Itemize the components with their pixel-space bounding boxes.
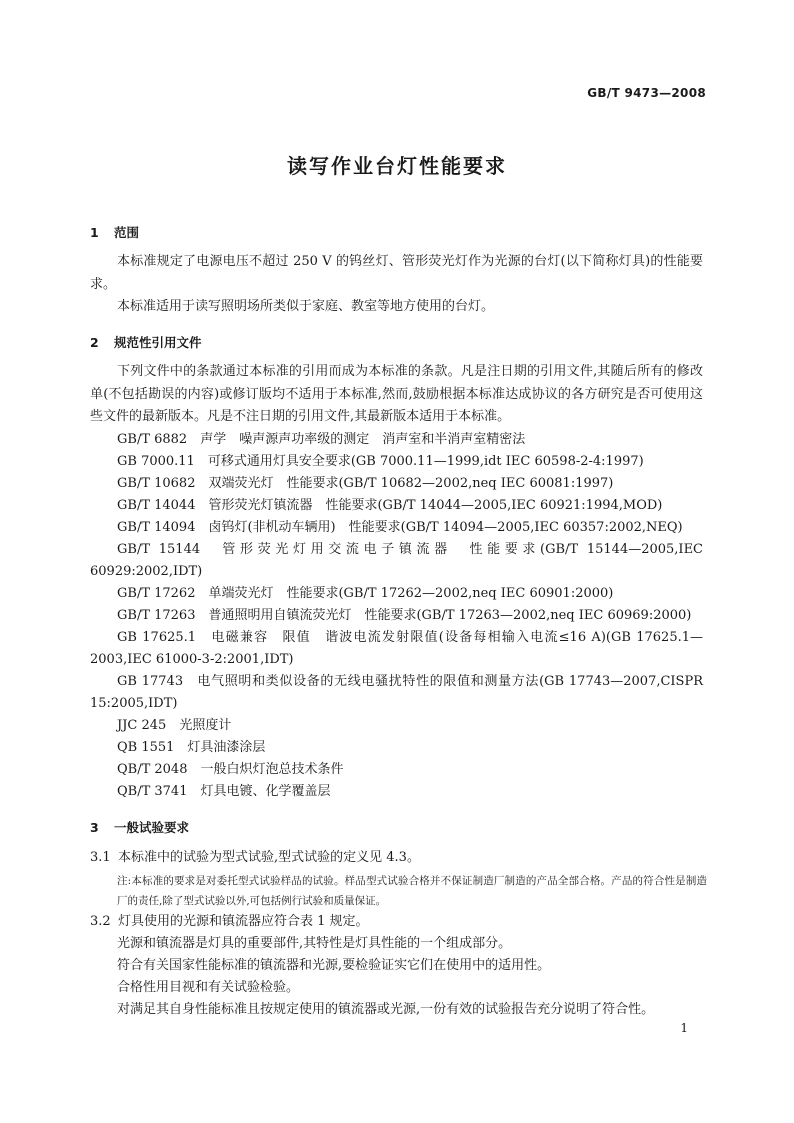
reference-item: GB/T 17262 单端荧光灯 性能要求(GB/T 17262—2002,neq IEC 60901:2000): [117, 586, 614, 601]
scope-paragraph-2: 本标准适用于读写照明场所类似于家庭、教室等地方使用的台灯。: [117, 299, 495, 314]
section-title: 范围: [114, 225, 140, 240]
reference-item: GB/T 14044 管形荧光灯镇流器 性能要求(GB/T 14044—2005,IEC 60921:1994,MOD): [117, 498, 663, 513]
clause-text: 灯具使用的光源和镇流器应符合表 1 规定。: [118, 914, 369, 929]
clause-text: 本标准中的试验为型式试验,型式试验的定义见 4.3。: [118, 850, 420, 865]
clause-line: 合格性用目视和有关试验检验。: [117, 980, 300, 995]
section-title: 规范性引用文件: [114, 335, 202, 350]
section-heading-scope: [90, 223, 139, 241]
clause-line: 对满足其自身性能标准且按规定使用的镇流器或光源,一份有效的试验报告充分说明了符合性。: [117, 1002, 655, 1017]
section-heading-general: [90, 818, 189, 836]
clause-number: 3.2: [90, 914, 111, 929]
clause-line: 光源和镇流器是灯具的重要部件,其特性是灯具性能的一个组成部分。: [117, 936, 512, 951]
clause-3-1: [90, 847, 703, 869]
clause-number: 3.1: [90, 850, 111, 865]
clause-note: 注:本标准的要求是对委托型式试验样品的试验。样品型式试验合格并不保证制造厂制造的产品全部合格。产品的符合性是制造厂的责任,除了型式试验以外,可包括例行试验和质量保证。: [117, 875, 707, 907]
reference-item: GB 17743 电气照明和类似设备的无线电骚扰特性的限值和测量方法(GB 17743—2007,CISPR 15:2005,IDT): [90, 674, 703, 711]
reference-item: GB/T 15144 管形荧光灯用交流电子镇流器 性能要求(GB/T 15144—2005,IEC 60929:2002,IDT): [90, 542, 703, 579]
clause-line: 符合有关国家性能标准的镇流器和光源,要检验证实它们在使用中的适用性。: [117, 958, 551, 973]
reference-item: GB 17625.1 电磁兼容 限值 谐波电流发射限值(设备每相输入电流≤16 A)(GB 17625.1—2003,IEC 61000-3-2:2001,IDT): [90, 630, 703, 667]
clause-3-2: [90, 911, 703, 933]
reference-item: GB/T 17263 普通照明用自镇流荧光灯 性能要求(GB/T 17263—2002,neq IEC 60969:2000): [117, 608, 692, 623]
section-number: 3: [90, 820, 99, 835]
reference-item: QB/T 2048 一般白炽灯泡总技术条件: [117, 762, 344, 777]
scope-paragraph-1: 本标准规定了电源电压不超过 250 V 的钨丝灯、管形荧光灯作为光源的台灯(以下简称灯具)的性能要求。: [90, 254, 703, 292]
section-heading-normative: [90, 333, 202, 351]
section-title: 一般试验要求: [114, 820, 190, 835]
document-title: 读写作业台灯性能要求: [287, 154, 507, 178]
section-number: 2: [90, 335, 99, 350]
reference-item: GB/T 6882 声学 噪声源声功率级的测定 消声室和半消声室精密法: [117, 432, 526, 447]
page-number: 1: [680, 1021, 688, 1035]
standard-code: GB/T 9473—2008: [587, 86, 706, 100]
reference-item: QB 1551 灯具油漆涂层: [117, 740, 266, 755]
normative-intro: 下列文件中的条款通过本标准的引用而成为本标准的条款。凡是注日期的引用文件,其随后所有的修改单(不包括勘误的内容)或修订版均不适用于本标准,然而,鼓励根据本标准达成协议的各方研究是否可使用这些文件的最新版本。凡是不注日期的引用文件,其最新版本适用于本标准。: [90, 364, 703, 424]
reference-item: GB 7000.11 可移式通用灯具安全要求(GB 7000.11—1999,idt IEC 60598-2-4:1997): [117, 454, 644, 469]
reference-item: QB/T 3741 灯具电镀、化学覆盖层: [117, 784, 331, 799]
reference-item: GB/T 10682 双端荧光灯 性能要求(GB/T 10682—2002,neq IEC 60081:1997): [117, 476, 614, 491]
reference-item: JJC 245 光照度计: [117, 718, 232, 733]
section-number: 1: [90, 225, 99, 240]
reference-item: GB/T 14094 卤钨灯(非机动车辆用) 性能要求(GB/T 14094—2005,IEC 60357:2002,NEQ): [117, 520, 683, 535]
